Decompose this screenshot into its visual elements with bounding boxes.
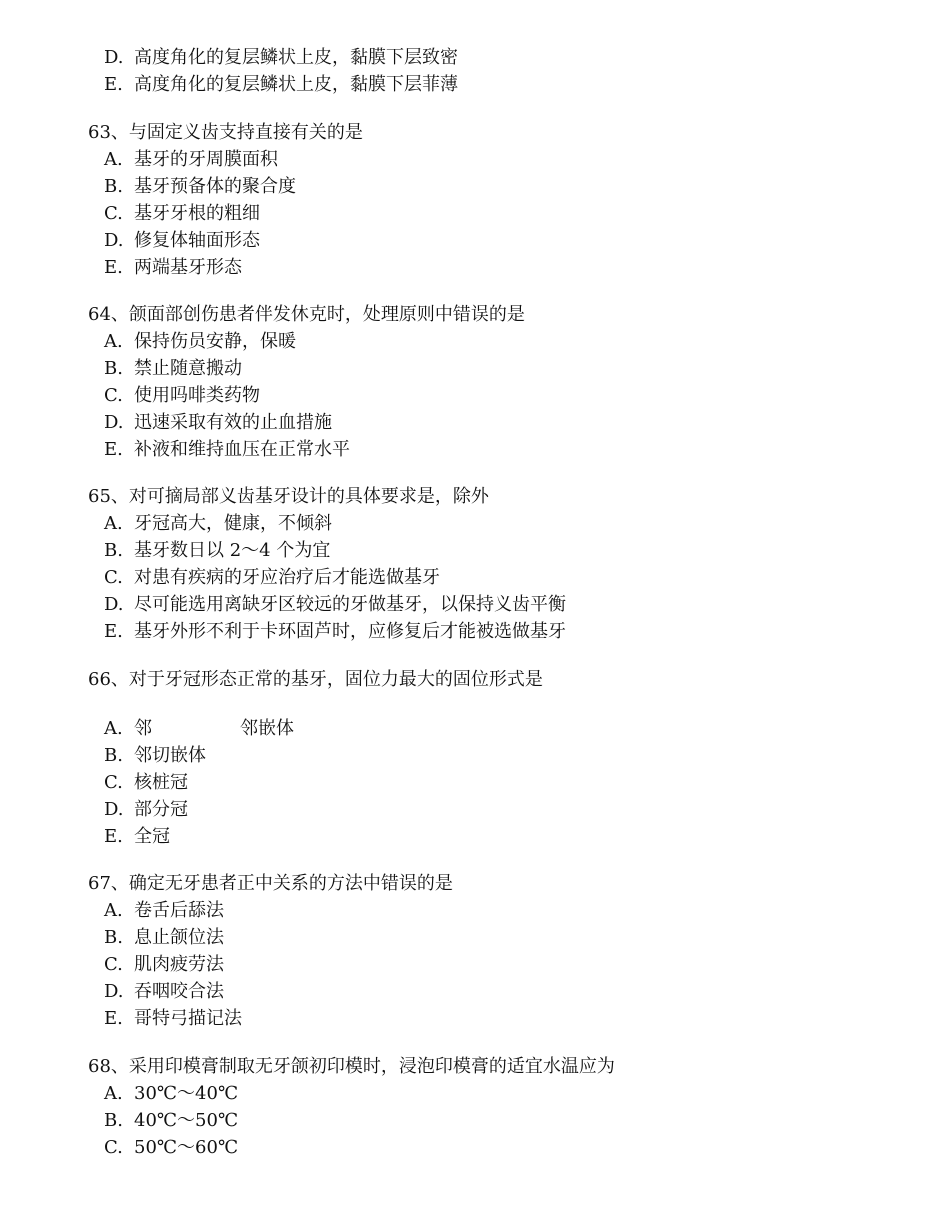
option-letter: D. (104, 981, 124, 1002)
option-line (104, 798, 188, 822)
option-text: 邻切嵌体 (134, 745, 206, 766)
option-text: 50℃～60℃ (134, 1137, 239, 1158)
option-line (104, 980, 224, 1004)
option-letter: B. (104, 927, 123, 948)
question-stem-63: 63、与固定义齿支持直接有关的是 (88, 122, 363, 143)
option-line (104, 256, 242, 280)
option-letter: B. (104, 540, 123, 561)
option-line (104, 512, 332, 536)
option-line (104, 1136, 238, 1160)
option-text: 修复体轴面形态 (134, 230, 260, 251)
option-line (104, 73, 458, 97)
option-line (104, 899, 224, 923)
option-letter: D. (104, 230, 124, 251)
option-letter: D. (104, 412, 124, 433)
option-line (104, 926, 224, 950)
option-text: 牙冠高大，健康，不倾斜 (134, 513, 332, 534)
option-letter: E. (104, 1008, 123, 1029)
option-text: 邻 (134, 718, 152, 739)
option-text: 核桩冠 (134, 772, 188, 793)
option-line (104, 539, 330, 563)
option-line (104, 411, 332, 435)
option-line (104, 566, 440, 590)
option-letter: E. (104, 439, 123, 460)
option-letter: D. (104, 594, 124, 615)
question-stem-67: 67、确定无牙患者正中关系的方法中错误的是 (88, 873, 453, 894)
question-stem-66: 66、对于牙冠形态正常的基牙，固位力最大的固位形式是 (88, 669, 543, 690)
option-letter: B. (104, 1110, 123, 1131)
option-text: 基牙的牙周膜面积 (134, 149, 278, 170)
option-line (104, 357, 242, 381)
option-line (104, 771, 188, 795)
option-letter: E. (104, 621, 123, 642)
option-letter: B. (104, 358, 123, 379)
option-text: 全冠 (134, 826, 170, 847)
question-stem-65: 65、对可摘局部义齿基牙设计的具体要求是，除外 (88, 486, 489, 507)
option-line (104, 330, 296, 354)
option-line (104, 1082, 238, 1106)
option-text: 哥特弓描记法 (134, 1008, 242, 1029)
option-letter: C. (104, 567, 123, 588)
option-letter: E. (104, 257, 123, 278)
option-text: 高度角化的复层鳞状上皮，黏膜下层致密 (134, 47, 458, 68)
option-letter: B. (104, 745, 123, 766)
option-letter: E. (104, 826, 123, 847)
option-text: 吞咽咬合法 (134, 981, 224, 1002)
option-letter: D. (104, 47, 124, 68)
option-line (104, 202, 260, 226)
option-line (104, 384, 260, 408)
option-text: 两端基牙形态 (134, 257, 242, 278)
option-text: 40℃～50℃ (134, 1110, 239, 1131)
option-line (104, 593, 566, 617)
option-letter: A. (104, 900, 123, 921)
option-text: 对患有疾病的牙应治疗后才能选做基牙 (134, 567, 440, 588)
option-text: 邻嵌体 (240, 718, 294, 739)
option-line (104, 1007, 242, 1031)
option-line (104, 175, 296, 199)
option-text: 禁止随意搬动 (134, 358, 242, 379)
option-line (104, 825, 170, 849)
option-text: 肌肉疲劳法 (134, 954, 224, 975)
option-text: 使用吗啡类药物 (134, 385, 260, 406)
option-letter: C. (104, 385, 123, 406)
option-letter: A. (104, 331, 123, 352)
option-letter: A. (104, 718, 123, 739)
option-letter: A. (104, 1083, 123, 1104)
option-text: 基牙数日以 2～4 个为宜 (134, 540, 331, 561)
option-line (104, 744, 206, 768)
option-text: 30℃～40℃ (134, 1083, 239, 1104)
option-text: 息止颌位法 (134, 927, 224, 948)
option-line (104, 229, 260, 253)
option-letter: C. (104, 203, 123, 224)
option-letter: C. (104, 954, 123, 975)
option-line (104, 148, 278, 172)
option-text: 高度角化的复层鳞状上皮，黏膜下层菲薄 (134, 74, 458, 95)
option-line (104, 438, 350, 462)
option-text: 补液和维持血压在正常水平 (134, 439, 350, 460)
question-stem-68: 68、采用印模膏制取无牙颌初印模时，浸泡印模膏的适宜水温应为 (88, 1056, 615, 1077)
option-line (104, 620, 566, 644)
option-text: 部分冠 (134, 799, 188, 820)
option-letter: C. (104, 1137, 123, 1158)
option-letter: D. (104, 799, 124, 820)
option-letter: A. (104, 149, 123, 170)
option-letter: A. (104, 513, 123, 534)
option-text: 基牙外形不利于卡环固芦时，应修复后才能被选做基牙 (134, 621, 566, 642)
option-letter: E. (104, 74, 123, 95)
question-stem-64: 64、颌面部创伤患者伴发休克时，处理原则中错误的是 (88, 304, 525, 325)
option-line (104, 46, 458, 70)
option-letter: C. (104, 772, 123, 793)
option-text: 保持伤员安静，保暖 (134, 331, 296, 352)
option-line (104, 953, 224, 977)
option-text: 尽可能选用离缺牙区较远的牙做基牙，以保持义齿平衡 (134, 594, 566, 615)
option-line (104, 1109, 238, 1133)
option-line (104, 717, 294, 741)
option-text: 基牙牙根的粗细 (134, 203, 260, 224)
option-text: 卷舌后舔法 (134, 900, 224, 921)
option-text: 基牙预备体的聚合度 (134, 176, 296, 197)
option-text: 迅速采取有效的止血措施 (134, 412, 332, 433)
option-letter: B. (104, 176, 123, 197)
